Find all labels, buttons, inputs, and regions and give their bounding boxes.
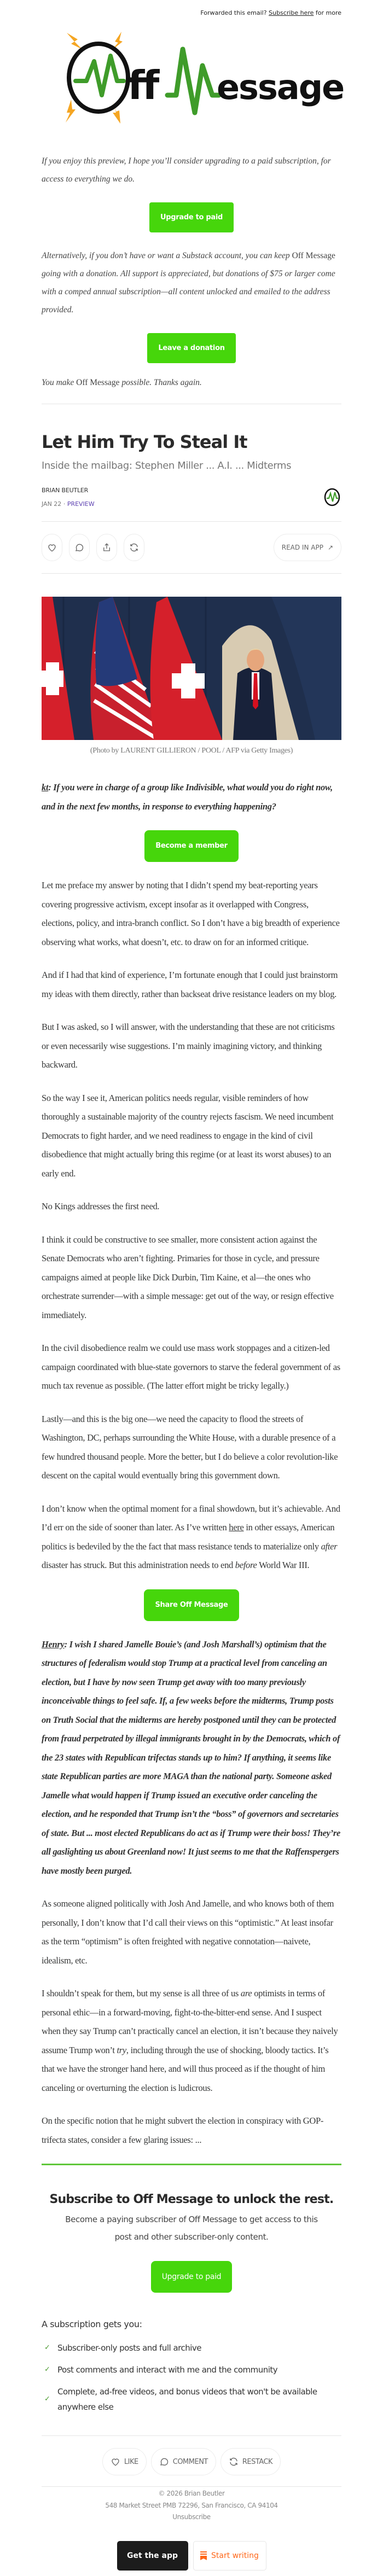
donation-pitch <box>42 247 341 319</box>
text-run: I think it could be constructive to see smaller, more consistent action against the Senate Democrats who aren’t fighting. Primaries for those in cycle, and pressure campaigns aimed at people like Dick Durbin, Tim Kaine, et al—the ones who orchestrate surrender—with a simple message: get out of the way, or resign effective immediately. <box>42 1234 334 1320</box>
comment-icon <box>159 2457 169 2467</box>
comment-button[interactable] <box>151 2448 216 2475</box>
comment-icon <box>74 543 84 552</box>
footer <box>42 2487 341 2523</box>
svg-text:essage: essage <box>217 67 344 107</box>
check-icon: ✓ <box>44 2365 50 2374</box>
text-run: So the way I see it, American politics needs regular, visible reminders of how thoroughly a sustainable majority of the country rejects fascism. We need incumbent Democrats to fight harder, and we need readiness to engage in the kind of civil disobedience that might actually bring this regime (or at least its worst abuses) to an early end. <box>42 1092 334 1179</box>
read-in-app-label: READ IN APP <box>281 544 323 551</box>
post-date: JAN 22 <box>42 500 62 508</box>
divider <box>42 573 341 574</box>
text-run: In the civil disobedience realm we could use mass work stoppages and a citizen-led campaign coordinated with blue-state governors to starve the federal government of as much tax revenue as possible. (The latter effort might be tricky legally.) <box>42 1343 340 1391</box>
benefit-text: Subscriber-only posts and full archive <box>57 2343 202 2353</box>
separator: · <box>63 500 66 508</box>
body-paragraph <box>42 966 341 1004</box>
paywall-divider <box>42 2164 341 2165</box>
emphasis: after <box>321 1541 338 1552</box>
subscribe-here-link[interactable]: Subscribe here <box>269 9 314 16</box>
svg-text:ff: ff <box>127 62 160 108</box>
footer-buttons <box>42 2541 341 2576</box>
body-paragraph <box>42 1018 341 1075</box>
arrow-up-right-icon: ↗ <box>327 544 333 551</box>
text-run: Let me preface my answer by noting that I didn’t spend my beat-reporting years covering progressive activism, except insofar as it overlapped with Congress, elections, policy, and intra-branch conflict. So I don’t have a big breadth of experience observing what works, what doesn’t, etc. to draw on for an informed critique. <box>42 880 340 947</box>
text-run: disaster has struck. But this administration needs to end <box>42 1560 235 1570</box>
benefit-text: Complete, ad-free videos, and bonus videos that won't be available anywhere else <box>57 2387 317 2412</box>
unsubscribe-link[interactable]: Unsubscribe <box>172 2513 211 2521</box>
text-run: in other essays, American politics is bedeviled by the the fact that mass resistance tends to materialize only <box>42 1522 335 1552</box>
paywall-description: Become a paying subscriber of Off Message to get access to this post and other subscriber-only content. <box>65 2214 318 2242</box>
forwarded-notice <box>42 0 341 16</box>
like-button[interactable] <box>102 2448 147 2475</box>
post-hero-image[interactable] <box>42 597 341 740</box>
social-actions <box>42 2436 341 2486</box>
upgrade-pitch: If you enjoy this preview, I hope you’ll consider upgrading to a paid subscription, for access to everything we do. <box>42 156 331 184</box>
paywall-upgrade-button[interactable]: Upgrade to paid <box>151 2261 233 2293</box>
share-off-message-button[interactable]: Share Off Message <box>144 1589 239 1621</box>
share-button[interactable] <box>96 534 117 561</box>
body-paragraph <box>42 1984 341 2097</box>
publication-avatar[interactable] <box>323 487 341 508</box>
thanks-note <box>42 377 341 388</box>
post-actions <box>42 522 341 573</box>
mailing-address: 548 Market Street PMB 72296, San Francisco, CA 94104 <box>105 2501 278 2509</box>
cta-wrapper <box>42 830 341 862</box>
text-run: : I wish I shared Jamelle Bouie’s (and Josh Marshall’s) optimism that the structures of federalism would stop Trump at a practical level from canceling an election, but I have by now seen Trump get away with too many previously inconceivable things to feel safe. If, a few weeks before the midterms, Trump posts on Truth Social that the midterms are hereby postponed until they can be protected from fraud perpetrated by illegal immigrants brought in by the Democrats, which of the 23 states with Republican trifectas stands up to him? If anything, it seems like state Republican parties are more MAGA than the national party. Someone asked Jamelle what would happen if Trump issued an executive order canceling the election, and he responded that Trump isn’t the “boss” of governors and secretaries of state. But ... most elected Republicans do act as if Trump were their boss! They’re all gaslighting us about Greenland now! It just seems to me that the Raffenspergers have mostly been purged. <box>42 1639 341 1876</box>
inline-link[interactable]: Henry <box>42 1639 65 1650</box>
restack-button[interactable] <box>220 2448 281 2475</box>
off-message-logo[interactable] <box>55 31 344 129</box>
restack-icon <box>129 543 139 552</box>
forwarded-suffix: for more <box>315 9 341 16</box>
body-paragraph <box>42 1231 341 1325</box>
restack-icon <box>229 2457 239 2467</box>
check-icon: ✓ <box>44 2395 50 2403</box>
heart-icon <box>111 2457 120 2467</box>
body-paragraph <box>42 1500 341 1575</box>
start-writing-button[interactable] <box>193 2541 266 2571</box>
text-run: : If you were in charge of a group like Indivisible, what would you do right now, and in the next few months, in response to everything happening? <box>42 782 333 812</box>
inline-link[interactable]: here <box>229 1522 244 1532</box>
emphasis: are <box>240 1988 252 1998</box>
cta-wrapper <box>42 1589 341 1621</box>
body-paragraph <box>42 876 341 952</box>
text-run: No Kings addresses the first need. <box>42 1201 160 1211</box>
paywall <box>42 2193 341 2415</box>
donation-text: Alternatively, if you don’t have or want a Substack account, you can keep <box>42 251 292 260</box>
read-in-app-button[interactable] <box>274 534 341 561</box>
body-paragraph <box>42 1197 341 1216</box>
like-label: LIKE <box>124 2457 138 2466</box>
text-run: I don’t know when the optimal moment for a final showdown, but it’s achievable. And I’d err on the side of sooner than later. As I’ve written <box>42 1503 340 1532</box>
preview-badge: PREVIEW <box>67 500 95 508</box>
forwarded-prefix: Forwarded this email? <box>200 9 267 16</box>
thanks-text-2: possible. Thanks again. <box>119 378 202 387</box>
publication-name: Off Message <box>76 378 120 387</box>
post-title[interactable]: Let Him Try To Steal It <box>42 432 247 452</box>
benefit-item <box>42 2340 341 2356</box>
become-a-member-button[interactable]: Become a member <box>144 830 239 862</box>
get-the-app-button[interactable]: Get the app <box>117 2541 188 2571</box>
benefit-item <box>42 2384 341 2415</box>
comment-button[interactable] <box>69 534 90 561</box>
body-paragraph <box>42 1410 341 1485</box>
author-name[interactable]: BRIAN BEUTLER <box>42 487 89 494</box>
post-date-line <box>42 500 95 508</box>
benefit-item <box>42 2362 341 2377</box>
emphasis: before <box>235 1560 257 1570</box>
reader-question <box>42 1635 341 1881</box>
body-paragraph <box>42 1339 341 1396</box>
reader-question <box>42 778 341 816</box>
body-paragraph <box>42 2112 341 2149</box>
body-paragraph <box>42 1089 341 1184</box>
copyright: © 2026 Brian Beutler <box>158 2490 225 2497</box>
paywall-heading: Subscribe to Off Message to unlock the rest. <box>49 2193 334 2206</box>
restack-button[interactable] <box>124 534 144 561</box>
start-writing-label: Start writing <box>211 2551 259 2560</box>
body-paragraph <box>42 1895 341 1970</box>
photo-flags-curtain <box>42 597 341 740</box>
image-caption: (Photo by LAURENT GILLIERON / POOL / AFP via Getty Images) <box>90 747 293 755</box>
restack-label: RESTACK <box>242 2457 273 2466</box>
post-subtitle: Inside the mailbag: Stephen Miller ... A.I. ... Midterms <box>42 460 292 471</box>
text-run: World War III. <box>257 1560 310 1570</box>
text-run: On the specific notion that he might subvert the election in conspiracy with GOP-trifecta states, consider a few glaring issues: ... <box>42 2115 324 2145</box>
text-run: , including through the use of shocking, bloody tactics. It’s that we have the stronger hand here, and will thus proceed as if the thought of him canceling or overturning the election is ludicrous. <box>42 2044 329 2093</box>
thanks-text: You make <box>42 378 77 387</box>
benefits-heading: A subscription gets you: <box>42 2319 142 2329</box>
text-run: I shouldn’t speak for them, but my sense is all three of us <box>42 1988 241 1998</box>
benefits-list <box>42 2340 341 2415</box>
publication-name: Off Message <box>292 251 335 260</box>
like-button[interactable] <box>42 534 62 561</box>
comment-label: COMMENT <box>172 2457 208 2466</box>
leave-donation-button[interactable]: Leave a donation <box>147 333 235 363</box>
check-icon: ✓ <box>44 2344 50 2352</box>
text-run: And if I had that kind of experience, I’m fortunate enough that I could just brainstorm my ideas with them directly, rather than backseat drive resistance leaders on my blog. <box>42 970 338 999</box>
text-run: optimists in terms of personal ethic—in a forward-moving, fight-to-the-bitter-end sense. And I suspect when they say Trump can’t practically cancel an election, it isn’t because they naively assume Trump won’t <box>42 1988 338 2055</box>
text-run: But I was asked, so I will answer, with the understanding that these are not criticisms or even necessarily wise suggestions. I’m mainly imagining victory, and thinking backward. <box>42 1022 335 1070</box>
heart-icon <box>47 543 57 552</box>
text-run: As someone aligned politically with Josh And Jamelle, and who knows both of them personally, I don’t know that I’d call their views on this “optimistic.” At least insofar as the term “optimism” is often freighted with negative connotation—naivete, idealism, etc. <box>42 1898 334 1966</box>
emphasis: try <box>117 2044 126 2055</box>
post-body <box>42 778 341 2149</box>
substack-icon <box>200 2551 207 2560</box>
email-container <box>42 0 344 2576</box>
text-run: Lastly—and this is the big one—we need the capacity to flood the streets of Washington, DC, perhaps surrounding the White House, with a durable presence of a few hundred thousand people. More the better, but I do believe a color revolution-like descent on the capital would eventually bring this government down. <box>42 1413 338 1481</box>
inline-link[interactable]: kt <box>42 782 49 792</box>
share-icon <box>102 543 112 552</box>
benefit-text: Post comments and interact with me and the community <box>57 2365 278 2375</box>
donation-text-2: going with a donation. All support is appreciated, but donations of $75 or larger come with a comped annual subscription—all content unlocked and emailed to the address provided. <box>42 269 335 314</box>
upgrade-to-paid-button[interactable]: Upgrade to paid <box>149 202 234 232</box>
post-meta <box>42 487 341 508</box>
